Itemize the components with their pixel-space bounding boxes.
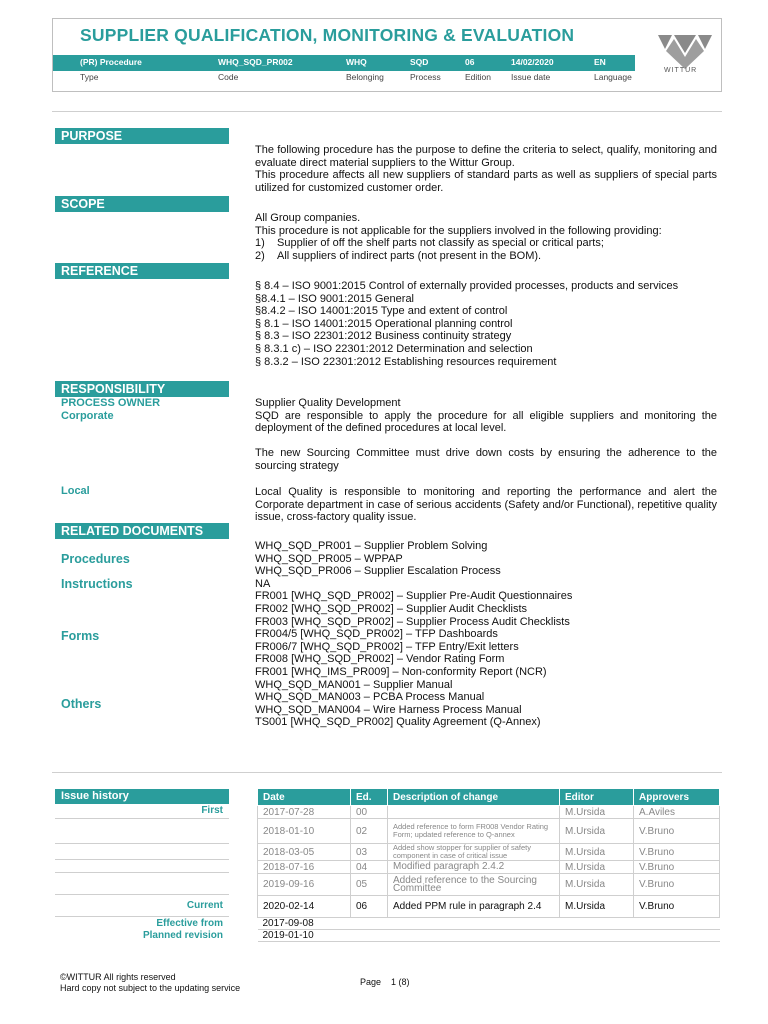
cell-edition: 06 (351, 896, 388, 918)
cell-description: Modified paragraph 2.4.2 (388, 861, 560, 874)
cell-description (388, 806, 560, 819)
list-item (255, 237, 717, 250)
meta-belonging-value: WHQ (346, 57, 367, 67)
cell-approvers: V.Bruno (634, 861, 720, 874)
cell-editor: M.Ursida (560, 861, 634, 874)
corporate-paragraph: SQD are responsible to apply the procedure for all eligible suppliers and monitoring the deployment of the defined procedures at local level. (255, 409, 717, 435)
cell-approvers: V.Bruno (634, 874, 720, 896)
cell-editor: M.Ursida (560, 844, 634, 861)
current-label: Current (186, 900, 223, 911)
cell-description: Added reference to the Sourcing Committee (388, 874, 560, 896)
meta-type-value: (PR) Procedure (80, 57, 142, 67)
instructions-label: Instructions (61, 577, 133, 591)
reference-item: § 8.3.1 c) – ISO 22301:2012 Determination and selection (255, 342, 533, 355)
row-divider (55, 872, 229, 873)
document-title: SUPPLIER QUALIFICATION, MONITORING & EVALUATION (80, 25, 575, 45)
procedures-label: Procedures (61, 552, 130, 566)
column-header: Date (258, 789, 351, 806)
planned-revision-label: Planned revision (142, 930, 223, 941)
table-row (258, 819, 720, 844)
list-number: 1) (255, 237, 265, 250)
corporate-label: Corporate (61, 410, 114, 422)
list-text: Supplier of off the shelf parts not classify as special or critical parts; (277, 237, 604, 250)
logo-wordmark: WITTUR (664, 67, 698, 74)
section-reference: REFERENCE (55, 263, 229, 279)
reference-item: § 8.1 – ISO 14001:2015 Operational planning control (255, 317, 513, 330)
page-value: 1 (8) (391, 977, 410, 987)
local-label: Local (61, 485, 90, 497)
process-owner-label: PROCESS OWNER (61, 397, 161, 409)
reference-item: § 8.3.2 – ISO 22301:2012 Establishing resources requirement (255, 355, 557, 368)
row-divider (55, 859, 229, 860)
column-header: Editor (560, 789, 634, 806)
scope-line: All Group companies. (255, 212, 361, 224)
list-number: 2) (255, 249, 265, 262)
row-divider (55, 843, 229, 844)
meta-issue-date-value: 14/02/2020 (511, 57, 554, 67)
cell-edition: 04 (351, 861, 388, 874)
meta-process-value: SQD (410, 57, 429, 67)
table-row (258, 861, 720, 874)
meta-edition-value: 06 (465, 57, 475, 67)
table-row (258, 918, 720, 930)
cell-editor: M.Ursida (560, 874, 634, 896)
process-owner-value: Supplier Quality Development (255, 397, 401, 409)
cell-approvers: V.Bruno (634, 819, 720, 844)
related-documents-list (255, 540, 717, 729)
copyright-text: ©WITTUR All rights reserved (60, 972, 176, 982)
meta-language-label: Language (594, 72, 632, 82)
cell-edition: 05 (351, 874, 388, 896)
row-divider (55, 818, 229, 819)
row-divider (55, 916, 229, 917)
hard-copy-notice: Hard copy not subject to the updating service (60, 983, 241, 993)
corporate-paragraph: The new Sourcing Committee must drive down costs by ensuring the adherence to the sourcing strategy (255, 447, 717, 472)
effective-from-label: Effective from (156, 918, 223, 929)
cell-editor: M.Ursida (560, 819, 634, 844)
cell-description: Added reference to form FR008 Vendor Rating Form; updated reference to Q-annex (388, 819, 560, 844)
cell-date: 2019-09-16 (258, 874, 351, 896)
reference-item: §8.4.1 – ISO 9001:2015 General (255, 292, 415, 305)
page-label: Page (360, 977, 382, 987)
related-doc-item: FR001 [WHQ_SQD_PR002] – Supplier Pre-Audit Questionnaires (255, 590, 573, 603)
table-row (258, 844, 720, 861)
scope-text (255, 212, 717, 262)
reference-list (255, 280, 717, 368)
cell-approvers: V.Bruno (634, 844, 720, 861)
related-doc-item: NA (255, 577, 271, 590)
related-doc-item: TS001 [WHQ_SQD_PR002] Quality Agreement (Q-Annex) (255, 716, 541, 729)
effective-from-date: 2017-09-08 (258, 918, 351, 930)
table-row (258, 806, 720, 819)
meta-code-value: WHQ_SQD_PR002 (218, 57, 293, 67)
related-doc-item: WHQ_SQD_PR006 – Supplier Escalation Process (255, 565, 501, 578)
first-label: First (201, 805, 223, 816)
meta-edition-label: Edition (465, 72, 491, 82)
local-paragraph: Local Quality is responsible to monitoring and reporting the performance and alert the Corporate department in case of serious accidents (Safety and/or Functional), repetitive quality issue, cross-factory quality issue. (255, 486, 717, 524)
list-item (255, 250, 717, 263)
planned-revision-date: 2019-01-10 (258, 930, 351, 942)
purpose-line: The following procedure has the purpose to define the criteria to select, qualify, monitoring and evaluate direct material suppliers to the Wittur Group. (255, 144, 717, 169)
meta-issue-date-label: Issue date (511, 72, 551, 82)
cell-edition: 03 (351, 844, 388, 861)
cell-approvers: V.Bruno (634, 896, 720, 918)
cell-date: 2018-01-10 (258, 819, 351, 844)
column-header: Description of change (388, 789, 560, 806)
others-label: Others (61, 697, 102, 711)
purpose-line: This procedure affects all new suppliers of standard parts as well as suppliers of special parts utilized for customized customer order. (255, 169, 717, 194)
table-row (258, 930, 720, 942)
related-doc-item: FR006/7 [WHQ_SQD_PR002] – TFP Entry/Exit letters (255, 640, 519, 653)
cell-date: 2018-03-05 (258, 844, 351, 861)
related-doc-item: WHQ_SQD_MAN004 – Wire Harness Process Manual (255, 703, 522, 716)
cell-editor: M.Ursida (560, 896, 634, 918)
related-doc-item: FR002 [WHQ_SQD_PR002] – Supplier Audit Checklists (255, 602, 528, 615)
section-responsibility: RESPONSIBILITY (55, 381, 229, 397)
section-scope: SCOPE (55, 196, 229, 212)
footer-notice (60, 972, 240, 994)
section-purpose: PURPOSE (55, 128, 229, 144)
page-number (360, 977, 410, 987)
related-doc-item: WHQ_SQD_MAN003 – PCBA Process Manual (255, 691, 485, 704)
purpose-text (255, 144, 717, 194)
column-header: Approvers (634, 789, 720, 806)
meta-type-label: Type (80, 72, 99, 82)
forms-label: Forms (61, 629, 100, 643)
divider (52, 111, 722, 112)
divider (52, 772, 722, 773)
related-doc-item: WHQ_SQD_MAN001 – Supplier Manual (255, 678, 453, 691)
cell-description: Added PPM rule in paragraph 2.4 (388, 896, 560, 918)
cell-date: 2018-07-16 (258, 861, 351, 874)
reference-item: § 8.3 – ISO 22301:2012 Business continuity strategy (255, 330, 512, 343)
table-header-row (258, 789, 720, 806)
scope-line: This procedure is not applicable for the suppliers involved in the following providing: (255, 224, 662, 237)
meta-belonging-label: Belonging (346, 72, 384, 82)
issue-history-heading: Issue history (55, 789, 229, 804)
reference-item: §8.4.2 – ISO 14001:2015 Type and extent of control (255, 305, 508, 318)
row-divider (55, 894, 229, 895)
cell-edition: 02 (351, 819, 388, 844)
section-related-documents: RELATED DOCUMENTS (55, 523, 229, 539)
cell-edition: 00 (351, 806, 388, 819)
meta-language-value: EN (594, 57, 606, 67)
cell-description: Added show stopper for supplier of safety component in case of critical issue (388, 844, 560, 861)
list-text: All suppliers of indirect parts (not present in the BOM). (277, 249, 542, 262)
responsibility-corporate-text (255, 397, 717, 473)
issue-history-table (257, 788, 720, 942)
table-row (258, 874, 720, 896)
cell-approvers: A.Aviles (634, 806, 720, 819)
cell-date: 2017-07-28 (258, 806, 351, 819)
meta-process-label: Process (410, 72, 441, 82)
column-header: Ed. (351, 789, 388, 806)
meta-code-label: Code (218, 72, 239, 82)
cell-date: 2020-02-14 (258, 896, 351, 918)
cell-editor: M.Ursida (560, 806, 634, 819)
related-doc-item: WHQ_SQD_PR001 – Supplier Problem Solving (255, 540, 488, 552)
related-doc-item: FR003 [WHQ_SQD_PR002] – Supplier Process Audit Checklists (255, 615, 570, 628)
related-doc-item: WHQ_SQD_PR005 – WPPAP (255, 552, 403, 565)
table-row-current (258, 896, 720, 918)
reference-item: § 8.4 – ISO 9001:2015 Control of externally provided processes, products and services (255, 280, 679, 292)
related-doc-item: FR001 [WHQ_IMS_PR009] – Non-conformity Report (NCR) (255, 665, 547, 678)
related-doc-item: FR008 [WHQ_SQD_PR002] – Vendor Rating Form (255, 653, 505, 666)
related-doc-item: FR004/5 [WHQ_SQD_PR002] – TFP Dashboards (255, 628, 498, 641)
